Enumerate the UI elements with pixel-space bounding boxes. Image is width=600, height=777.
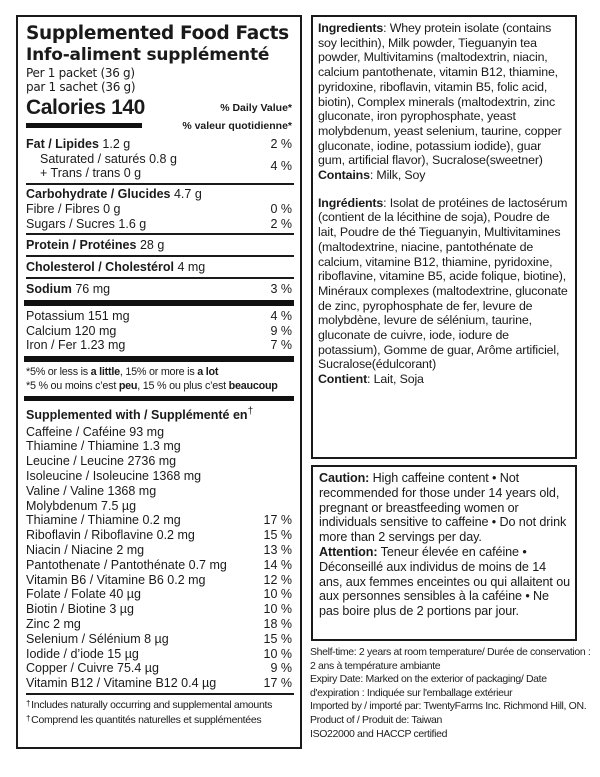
fat-row: Fat / Lipides 1.2 g 2 % [26,137,292,151]
supplemented-list [26,425,294,691]
product-info [310,646,595,741]
cholesterol-row: Cholesterol / Cholestérol 4 mg [26,260,206,274]
calories: Calories 140 [26,96,145,119]
dagger-note-en: †Includes naturally occurring and supplemental amounts [26,698,273,711]
footnote-dv-en: *5% or less is a little, 15% or more is a lot [26,365,219,378]
supplement-row: Thiamine / Thiamine 0.2 mg 17 % [26,513,292,528]
protein-row: Protein / Protéines 28 g [26,238,165,252]
supplement-row: Pantothenate / Pantothénate 0.7 mg 14 % [26,557,292,572]
supplement-row: Caffeine / Caféine 93 mg [26,424,165,439]
caution-en: Caution: High caffeine content • Not recommended for those under 14 years old, pregnant or breastfeeding women or individuals sensitive to caffeine • Do not drink more than 2 servings per day. [319,471,567,545]
supplement-row: Folate / Folate 40 µg 10 % [26,587,292,602]
supplement-row: Riboflavin / Riboflavine 0.2 mg 15 % [26,528,292,543]
supplement-row: Valine / Valine 1368 mg [26,483,157,498]
origin: Product of / Produit de: Taiwan [310,713,442,726]
divider [26,693,294,695]
supplement-row: Copper / Cuivre 75.4 µg 9 % [26,661,292,676]
importer: Imported by / importé par: TwentyFarms Inc. Richmond Hill, ON. [310,700,587,713]
sodium-row: Sodium 76 mg 3 % [26,282,292,296]
supplement-row: Vitamin B6 / Vitamine B6 0.2 mg 12 % [26,572,292,587]
daily-value-header-en: % Daily Value* [220,102,292,114]
supplement-row: Leucine / Leucine 2736 mg [26,454,177,469]
supplement-row: Zinc 2 mg 18 % [26,617,292,632]
carbohydrate-row: Carbohydrate / Glucides 4.7 g [26,186,202,201]
supplement-row: Isoleucine / Isoleucine 1368 mg [26,469,202,484]
shelf-life: Shelf-time: 2 years at room temperature/ Durée de conservation : 2 ans à température ambiante [310,646,591,672]
iron-row: Iron / Fer 1.23 mg 7 % [26,338,292,352]
calories-row [26,96,294,134]
nutrition-facts-table [16,15,302,749]
ingredients-en: Ingredients: Whey protein isolate (contains soy lecithin), Milk powder, Tieguanyin tea powder, Multivitamins (maltodextrin, niacin, calcium pantothenate, vitamin B12, thiamine, pyridoxine, riboflavin, vitamin B5, folic acid, biotin), Complex minerals (maltodextrin, zinc gluconate, iron pyrophosphate, yeast molybdenum, yeast selenium, taurine, copper gluconate, iodine, potassium iodide), guar gum, artificial flavor), Sucralose(sweetner) Contains: Milk, Soy [318,21,562,183]
fibre-row: Fibre / Fibres 0 g 0 % [26,202,292,216]
thick-divider [24,300,294,306]
title-en: Supplemented Food Facts [26,23,289,44]
potassium-row: Potassium 151 mg 4 % [26,309,292,323]
supplement-row: Vitamin B12 / Vitamine B12 0.4 µg 17 % [26,676,292,691]
supplement-row: Thiamine / Thiamine 1.3 mg [26,439,181,454]
supplemented-header: Supplemented with / Supplémenté en† [26,405,254,422]
saturated-row: Saturated / saturés 0.8 g [40,151,177,166]
calcium-row: Calcium 120 mg 9 % [26,323,292,338]
caution-box [311,465,577,641]
supplement-row: Niacin / Niacine 2 mg 13 % [26,543,292,558]
divider [26,233,294,235]
supplement-row: Biotin / Biotine 3 µg 10 % [26,602,292,617]
serving-size-fr: par 1 sachet (36 g) [26,80,136,94]
title-fr: Info-aliment supplémenté [26,45,270,65]
expiry-date: Expiry Date: Marked on the exterior of packaging/ Date d'expiration : Indiquée sur l'emballage extérieur [310,673,547,699]
divider [26,183,294,185]
thick-divider [24,396,294,401]
daily-value-header-fr: % valeur quotidienne* [182,120,292,132]
dagger-note-fr: †Comprend les quantités naturelles et supplémentées [26,713,262,726]
fat-pct: 2 % [270,137,292,151]
ingredients-box [311,15,577,459]
certification: ISO22000 and HACCP certified [310,727,448,740]
caution-fr: Attention: Teneur élevée en caféine • Déconseillé aux individus de moins de 14 ans, aux femmes enceintes ou qui allaitent ou aux personnes sensibles à la caféine • Ne pas boire plus de 2 portions par jour. [319,544,571,619]
trans-row: + Trans / trans 0 g 4 % [40,159,292,180]
footnote-dv-fr: *5 % ou moins c’est peu, 15 % ou plus c’est beaucoup [26,379,278,392]
thick-divider [24,356,294,362]
supplement-row: Molybdenum 7.5 µg [26,498,137,513]
sugars-row: Sugars / Sucres 1.6 g 2 % [26,216,292,231]
supplement-row: Selenium / Sélénium 8 µg 15 % [26,631,292,646]
divider [26,255,294,257]
supplement-row: Iodide / d’iode 15 µg 10 % [26,646,292,661]
calories-bar [26,123,142,128]
ingredients-fr: Ingrédients: Isolat de protéines de lactosérum (contient de la lécithine de soja), Poudre de lait, Poudre de thé Tieguanyin, Multivitamines (maltodextrine, niacine, pantothénate de calcium, vitamine B12, thiamine, pyridoxine, riboflavine, vitamine B5, acide folique, biotine), Minéraux complexes (maltodextrine, gluconate de zinc, pyrophosphate de fer, levure de molybdène, levure de sélénium, taurine, gluconate de cuivre, iode, iodure de potassium), Gomme de guar, Arôme artificiel, Sucralose(édulcorant) Contient: Lait, Soja [318,195,568,387]
divider [26,277,294,279]
serving-size-en: Per 1 packet (36 g) [26,66,135,80]
sat-trans-pct: 4 % [270,159,292,173]
